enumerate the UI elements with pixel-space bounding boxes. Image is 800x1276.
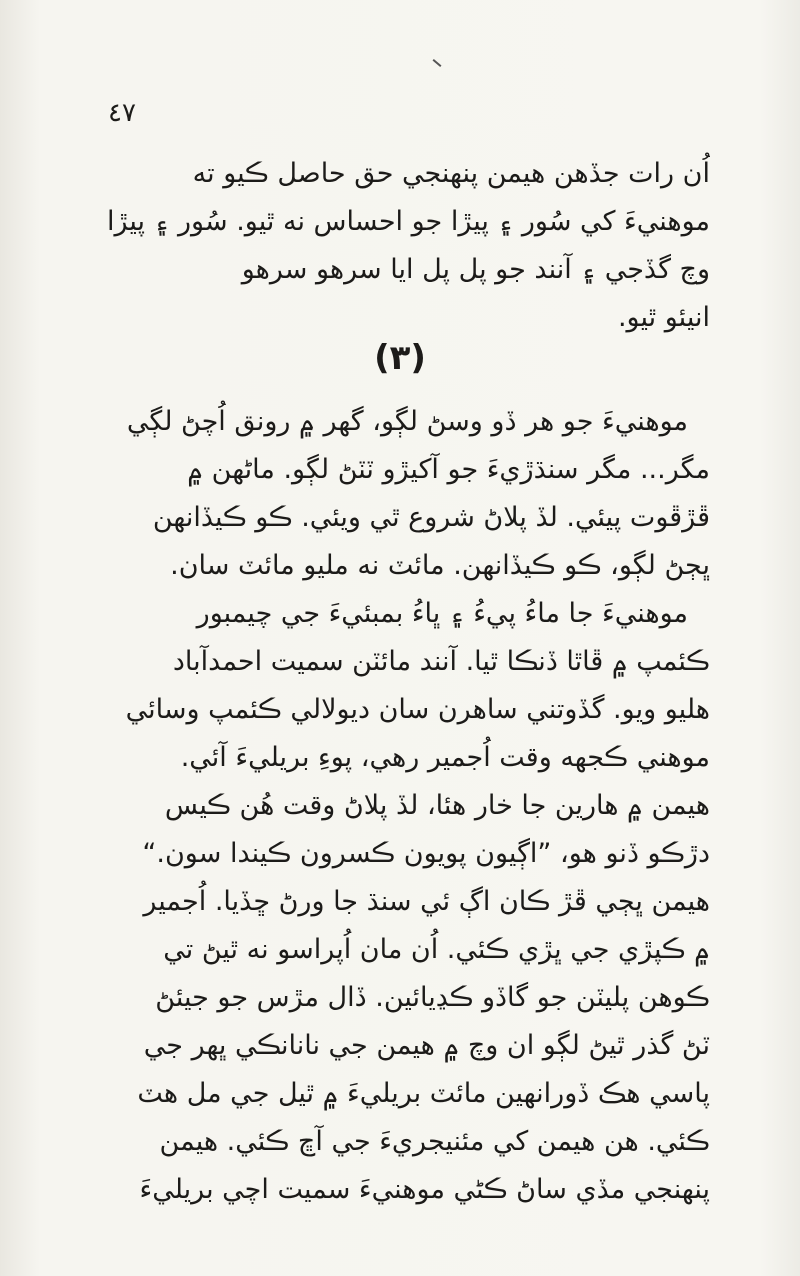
text-line: پنهنجي مڏي ساڻ ڪڻي موهنيءَ سميت اچي بريليءَ — [139, 1174, 710, 1205]
text-line: موهنيءَ جو هر ڏو وسڻ لڳو، گهر ۾ رونق اُچڻ لڳي — [126, 406, 688, 437]
text-line: ۾ ڪپڙي جي ڀڙي ڪئي. اُن مان اُپراسو نه ٿيڻ تي — [163, 934, 710, 965]
text-line: موهنيءَ جا ماءُ پيءُ ۽ ڀاءُ بمبئيءَ جي چيمبور — [196, 598, 688, 629]
text-line: اُن رات جڏهن هيمن پنهنجي حق حاصل ڪيو ته — [192, 158, 710, 189]
text-line: وچ گڏجي ۽ آنند جو پل پل ايا سرهو سرهو — [241, 254, 710, 285]
text-line: ڪئي. هن هيمن کي مئنيجريءَ جي آڇ ڪئي. هيمن — [159, 1126, 710, 1157]
text-line: ڪئمپ ۾ ڦاٿا ڏنڪا ٿيا. آنند مائٽن سميت احمدآباد — [172, 646, 710, 677]
section-heading: (٣) — [374, 338, 426, 378]
text-line: دڙڪو ڏنو هو، ”اڳيون پويون ڪسرون ڪيندا سون.“ — [142, 838, 710, 869]
text-line: هيمن ڀڄي ڦڙ ڪان اڳ ئي سنڌ جا ورڻ ڇڏيا. اُجمير — [143, 886, 710, 917]
paragraph-one — [100, 150, 710, 342]
text-line: ڀڄڻ لڳو، ڪو ڪيڏانهن. مائٽ نه مليو مائٽ سان. — [170, 550, 710, 581]
text-line: ٽڻ گذر ٿيڻ لڳو ان وچ ۾ هيمن جي نانانڪي ڀهر جي — [143, 1030, 710, 1061]
text-line: هيمن ۾ هارين جا خار هئا، لڏ پلاڻ وقت هُن ڪيس — [164, 790, 710, 821]
text-line: موهنيءَ کي سُور ۽ پيڙا جو احساس نه ٿيو. سُور ۽ پيڙا — [106, 206, 710, 237]
text-line: پاسي هڪ ڏورانهين مائٽ بريليءَ ۾ ٿيل جي مل هٽ — [137, 1078, 710, 1109]
text-line: ڦڙڦوت پيئي. لڏ پلاڻ شروع ٿي ويئي. ڪو ڪيڏانهن — [152, 502, 710, 533]
page-number: ٤٧ — [108, 98, 136, 128]
text-line: مگر... مگر سنڌڙيءَ جو آکيڙو ٽٽڻ لڳو. ماڻهن ۾ — [187, 454, 710, 485]
ink-mark — [433, 59, 442, 67]
text-line: ڪوهن پليٽن جو گاڏو ڪڍيائين. ڏال مڙس جو جيئڻ — [155, 982, 710, 1013]
text-line: موهني ڪجهه وقت اُجمير رهي، پوءِ بريليءَ آئي. — [180, 742, 710, 773]
paragraph-two — [100, 398, 710, 1214]
text-line: انيئو ٿيو. — [617, 302, 710, 333]
text-line: هليو ويو. گڏوتني ساهرن سان ديولالي ڪئمپ وسائي — [125, 694, 710, 725]
